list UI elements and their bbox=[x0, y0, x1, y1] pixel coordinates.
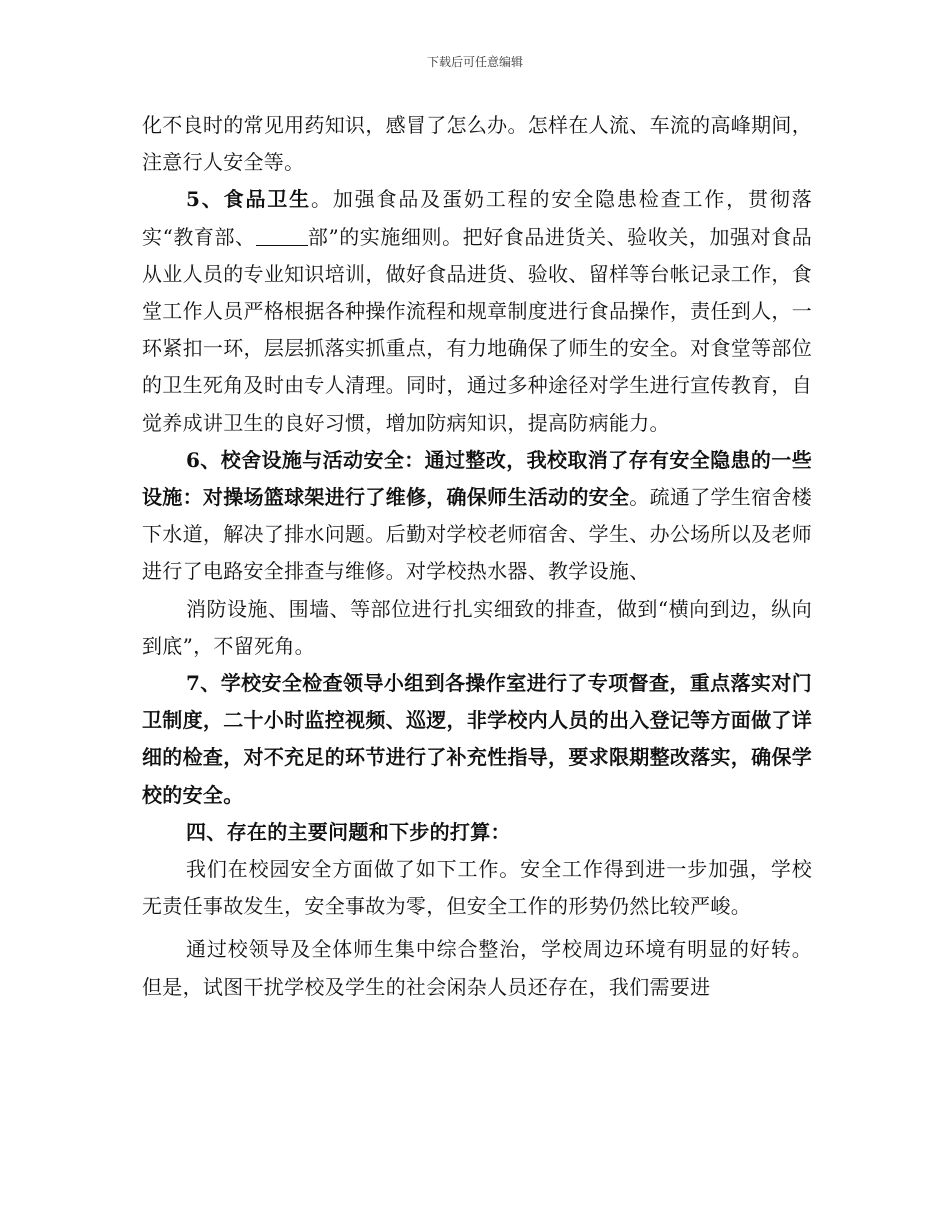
document-body bbox=[142, 107, 812, 1006]
page-header: 下载后可任意编辑 bbox=[426, 55, 523, 69]
paragraph-summary: 我们在校园安全方面做了如下工作。安全工作得到进一步加强，学校无责任事故发生，安全事故为零，但安全工作的形势仍然比较严峻。 bbox=[142, 857, 812, 919]
heading-food-hygiene: 5、食品卫生 bbox=[186, 187, 312, 212]
paragraph-facilities-cont: 消防设施、围墙、等部位进行扎实细致的排查，做到“横向到边，纵向到底”，不留死角。 bbox=[142, 596, 812, 658]
blank-underline bbox=[256, 227, 308, 246]
paragraph-environment: 通过校领导及全体师生集中综合整治，学校周边环境有明显的好转。但是，试图干扰学校及学生的社会闲杂人员还存在，我们需要进 bbox=[142, 937, 812, 999]
section-heading-problems: 四、存在的主要问题和下步的打算： bbox=[186, 819, 511, 844]
paragraph-continuation: 化不良时的常见用药知识，感冒了怎么办。怎样在人流、车流的高峰期间，注意行人安全等。 bbox=[142, 113, 812, 175]
paragraph-facilities bbox=[142, 442, 812, 591]
paragraph-inspection: 7、学校安全检查领导小组到各操作室进行了专项督查，重点落实对门卫制度，二十小时监控视频、巡逻，非学校内人员的出入登记等方面做了详细的检查，对不充足的环节进行了补充性指导，要求限期整改落实，确保学校的安全。 bbox=[142, 671, 812, 807]
facilities-text: 。疏通了学生宿舍楼下水道，解决了排水问题。后勤对学校老师宿舍、学生、办公场所以及老师进行了电路安全排查与维修。对学校热水器、教学设施、 bbox=[142, 485, 813, 584]
food-hygiene-text-a: 。加强食品及蛋奶工程的安全隐患检查工作，贯彻落实“教育部、 bbox=[142, 187, 812, 249]
food-hygiene-text-b: 部”的实施细则。把好食品进货关、验收关，加强对食品从业人员的专业知识培训，做好食品进货、验收、留样等台帐记录工作，食堂工作人员严格根据各种操作流程和规章制度进行食品操作，责任到人，一环紧扣一环，层层抓落实抓重点，有力地确保了师生的安全。对食堂等部位的卫生死角及时由专人清理。同时，通过多种途径对学生进行宣传教育，自觉养成讲卫生的良好习惯，增加防病知识，提高防病能力。 bbox=[142, 224, 812, 435]
facilities-bold-text: 6、校舍设施与活动安全：通过整改，我校取消了存有安全隐患的一些设施：对操场篮球架进行了维修，确保师生活动的安全 bbox=[142, 447, 812, 510]
paragraph-food-hygiene bbox=[142, 181, 812, 441]
